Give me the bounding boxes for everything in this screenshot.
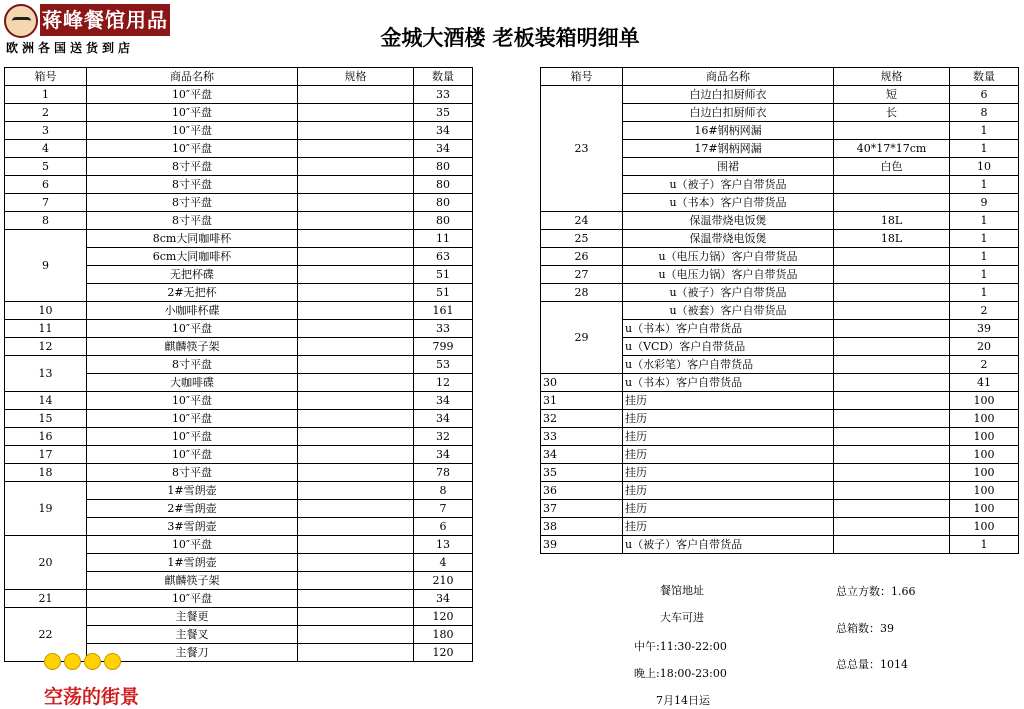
box-number-cell: 20	[5, 536, 87, 590]
table-row	[5, 320, 473, 338]
quantity-cell: 20	[950, 338, 1019, 356]
quantity-cell: 100	[950, 410, 1019, 428]
table-row	[541, 410, 1019, 428]
street-scene-stamp: 空荡的街景	[44, 686, 140, 708]
quantity-cell: 180	[414, 626, 473, 644]
table-row	[5, 392, 473, 410]
spec-cell	[298, 86, 414, 104]
quantity-cell: 100	[950, 446, 1019, 464]
quantity-cell: 63	[414, 248, 473, 266]
box-number-cell: 19	[5, 482, 87, 536]
table-row	[541, 230, 1019, 248]
product-name-cell: 8寸平盘	[87, 212, 298, 230]
quantity-cell: 100	[950, 428, 1019, 446]
table-row	[5, 482, 473, 500]
spec-cell	[298, 518, 414, 536]
quantity-cell: 120	[414, 608, 473, 626]
table-row	[541, 302, 1019, 320]
product-name-cell: 10″平盘	[87, 446, 298, 464]
product-name-cell: 8寸平盘	[87, 356, 298, 374]
quantity-cell: 35	[414, 104, 473, 122]
spec-cell	[298, 572, 414, 590]
spec-cell	[834, 266, 950, 284]
product-name-cell: 8寸平盘	[87, 158, 298, 176]
spec-cell	[298, 392, 414, 410]
spec-cell: 40*17*17cm	[834, 140, 950, 158]
table-row	[5, 338, 473, 356]
spec-cell	[298, 608, 414, 626]
product-name-cell: u（被子）客户自带货品	[623, 176, 834, 194]
total-quantity: 总总量：1014	[836, 658, 908, 671]
dot-icon	[64, 653, 81, 670]
spec-cell	[298, 194, 414, 212]
quantity-cell: 7	[414, 500, 473, 518]
spec-cell	[298, 338, 414, 356]
product-name-cell: 围裙	[623, 158, 834, 176]
product-name-cell: 10″平盘	[87, 536, 298, 554]
box-number-cell: 24	[541, 212, 623, 230]
box-number-cell: 12	[5, 338, 87, 356]
table-row	[5, 86, 473, 104]
spec-cell: 18L	[834, 230, 950, 248]
quantity-cell: 100	[950, 392, 1019, 410]
quantity-cell: 2	[950, 356, 1019, 374]
quantity-cell: 4	[414, 554, 473, 572]
box-number-cell: 21	[5, 590, 87, 608]
spec-cell	[298, 536, 414, 554]
spec-cell	[834, 122, 950, 140]
product-name-cell: 10″平盘	[87, 392, 298, 410]
header-qty: 数量	[414, 68, 473, 86]
box-number-cell: 17	[5, 446, 87, 464]
header-name: 商品名称	[623, 68, 834, 86]
product-name-cell: 挂历	[623, 446, 834, 464]
table-row	[541, 266, 1019, 284]
quantity-cell: 13	[414, 536, 473, 554]
spec-cell	[298, 176, 414, 194]
quantity-cell: 1	[950, 176, 1019, 194]
total-boxes: 总箱数：39	[836, 622, 894, 635]
quantity-cell: 80	[414, 158, 473, 176]
quantity-cell: 34	[414, 410, 473, 428]
right-packing-table	[540, 67, 1019, 554]
quantity-cell: 161	[414, 302, 473, 320]
spec-cell	[298, 104, 414, 122]
quantity-cell: 799	[414, 338, 473, 356]
ship-date: 7月14日运	[656, 694, 710, 707]
table-row	[5, 230, 473, 248]
product-name-cell: 挂历	[623, 464, 834, 482]
product-name-cell: 麒麟筷子架	[87, 572, 298, 590]
spec-cell	[834, 536, 950, 554]
box-number-cell: 28	[541, 284, 623, 302]
product-name-cell: 挂历	[623, 392, 834, 410]
product-name-cell: 主餐刀	[87, 644, 298, 662]
header-box: 箱号	[541, 68, 623, 86]
quantity-cell: 34	[414, 122, 473, 140]
box-number-cell: 18	[5, 464, 87, 482]
box-number-cell: 33	[541, 428, 623, 446]
table-row	[5, 428, 473, 446]
product-name-cell: 10″平盘	[87, 590, 298, 608]
spec-cell	[298, 284, 414, 302]
evening-hours: 晚上:18:00-23:00	[634, 667, 727, 680]
spec-cell	[298, 446, 414, 464]
quantity-cell: 6	[950, 86, 1019, 104]
quantity-cell: 100	[950, 482, 1019, 500]
product-name-cell: u（被子）客户自带货品	[623, 284, 834, 302]
quantity-cell: 6	[414, 518, 473, 536]
box-number-cell: 4	[5, 140, 87, 158]
table-row	[5, 464, 473, 482]
box-number-cell: 32	[541, 410, 623, 428]
quantity-cell: 11	[414, 230, 473, 248]
box-number-cell: 23	[541, 86, 623, 212]
product-name-cell: u（书本）客户自带货品	[623, 374, 834, 392]
spec-cell	[834, 194, 950, 212]
box-number-cell: 34	[541, 446, 623, 464]
spec-cell: 长	[834, 104, 950, 122]
quantity-cell: 80	[414, 194, 473, 212]
product-name-cell: u（VCD）客户自带货品	[623, 338, 834, 356]
quantity-cell: 80	[414, 176, 473, 194]
quantity-cell: 1	[950, 140, 1019, 158]
company-logo	[4, 4, 172, 55]
table-row	[5, 410, 473, 428]
spec-cell	[298, 356, 414, 374]
box-number-cell: 35	[541, 464, 623, 482]
box-number-cell: 37	[541, 500, 623, 518]
product-name-cell: 2#雪朗壶	[87, 500, 298, 518]
product-name-cell: 8cm大同咖啡杯	[87, 230, 298, 248]
product-name-cell: 1#雪朗壶	[87, 554, 298, 572]
product-name-cell: 主餐叉	[87, 626, 298, 644]
product-name-cell: 16#钢柄网漏	[623, 122, 834, 140]
quantity-cell: 33	[414, 320, 473, 338]
table-row	[541, 374, 1019, 392]
spec-cell	[298, 212, 414, 230]
box-number-cell: 14	[5, 392, 87, 410]
product-name-cell: 小咖啡杯碟	[87, 302, 298, 320]
box-number-cell: 22	[5, 608, 87, 662]
header-row	[5, 68, 473, 86]
box-number-cell: 9	[5, 230, 87, 302]
table-row	[541, 392, 1019, 410]
box-number-cell: 6	[5, 176, 87, 194]
product-name-cell: 主餐更	[87, 608, 298, 626]
header-name: 商品名称	[87, 68, 298, 86]
product-name-cell: 无把杯碟	[87, 266, 298, 284]
quantity-cell: 1	[950, 536, 1019, 554]
box-number-cell: 5	[5, 158, 87, 176]
spec-cell	[834, 302, 950, 320]
chef-face-icon	[4, 4, 38, 38]
quantity-cell: 2	[950, 302, 1019, 320]
product-name-cell: 8寸平盘	[87, 194, 298, 212]
product-name-cell: 挂历	[623, 428, 834, 446]
quantity-cell: 39	[950, 320, 1019, 338]
spec-cell	[298, 410, 414, 428]
noon-hours: 中午:11:30-22:00	[634, 640, 727, 653]
spec-cell	[298, 158, 414, 176]
product-name-cell: 10″平盘	[87, 122, 298, 140]
quantity-cell: 33	[414, 86, 473, 104]
spec-cell	[298, 374, 414, 392]
spec-cell	[834, 338, 950, 356]
table-row	[541, 482, 1019, 500]
spec-cell	[298, 626, 414, 644]
product-name-cell: 1#雪朗壶	[87, 482, 298, 500]
spec-cell	[834, 464, 950, 482]
box-number-cell: 29	[541, 302, 623, 374]
product-name-cell: u（水彩笔）客户自带货品	[623, 356, 834, 374]
box-number-cell: 8	[5, 212, 87, 230]
quantity-cell: 41	[950, 374, 1019, 392]
box-number-cell: 11	[5, 320, 87, 338]
yellow-dots-decoration	[44, 653, 124, 674]
quantity-cell: 9	[950, 194, 1019, 212]
box-number-cell: 31	[541, 392, 623, 410]
spec-cell: 白色	[834, 158, 950, 176]
box-number-cell: 1	[5, 86, 87, 104]
spec-cell	[834, 446, 950, 464]
quantity-cell: 8	[950, 104, 1019, 122]
quantity-cell: 34	[414, 590, 473, 608]
box-number-cell: 16	[5, 428, 87, 446]
table-row	[541, 212, 1019, 230]
table-row	[541, 284, 1019, 302]
product-name-cell: 10″平盘	[87, 86, 298, 104]
spec-cell	[834, 410, 950, 428]
table-row	[5, 590, 473, 608]
logo-name: 蒋峰餐馆用品	[40, 4, 170, 36]
table-row	[5, 446, 473, 464]
box-number-cell: 2	[5, 104, 87, 122]
spec-cell	[298, 590, 414, 608]
product-name-cell: 10″平盘	[87, 410, 298, 428]
spec-cell	[298, 464, 414, 482]
product-name-cell: 10″平盘	[87, 320, 298, 338]
quantity-cell: 51	[414, 284, 473, 302]
box-number-cell: 27	[541, 266, 623, 284]
quantity-cell: 34	[414, 446, 473, 464]
table-row	[541, 446, 1019, 464]
box-number-cell: 36	[541, 482, 623, 500]
product-name-cell: u（电压力锅）客户自带货品	[623, 248, 834, 266]
spec-cell: 短	[834, 86, 950, 104]
product-name-cell: 挂历	[623, 500, 834, 518]
table-row	[5, 122, 473, 140]
dot-icon	[84, 653, 101, 670]
box-number-cell: 30	[541, 374, 623, 392]
spec-cell	[834, 392, 950, 410]
product-name-cell: 挂历	[623, 410, 834, 428]
quantity-cell: 8	[414, 482, 473, 500]
spec-cell: 18L	[834, 212, 950, 230]
quantity-cell: 51	[414, 266, 473, 284]
quantity-cell: 1	[950, 122, 1019, 140]
table-row	[541, 536, 1019, 554]
spec-cell	[834, 176, 950, 194]
product-name-cell: u（书本）客户自带货品	[623, 194, 834, 212]
product-name-cell: u（被子）客户自带货品	[623, 536, 834, 554]
spec-cell	[834, 500, 950, 518]
spec-cell	[298, 302, 414, 320]
table-row	[541, 428, 1019, 446]
spec-cell	[298, 320, 414, 338]
document-title: 金城大酒楼 老板装箱明细单	[380, 26, 640, 50]
product-name-cell: 8寸平盘	[87, 176, 298, 194]
total-volume: 总立方数：1.66	[836, 585, 916, 598]
product-name-cell: 17#钢柄网漏	[623, 140, 834, 158]
product-name-cell: 麒麟筷子架	[87, 338, 298, 356]
table-row	[5, 536, 473, 554]
product-name-cell: u（电压力锅）客户自带货品	[623, 266, 834, 284]
spec-cell	[298, 266, 414, 284]
quantity-cell: 100	[950, 464, 1019, 482]
box-number-cell: 38	[541, 518, 623, 536]
table-row	[541, 464, 1019, 482]
header-spec: 规格	[298, 68, 414, 86]
box-number-cell: 13	[5, 356, 87, 392]
box-number-cell: 39	[541, 536, 623, 554]
product-name-cell: 保温带烧电饭煲	[623, 212, 834, 230]
box-number-cell: 7	[5, 194, 87, 212]
product-name-cell: 挂历	[623, 482, 834, 500]
truck-access: 大车可进	[660, 611, 704, 624]
spec-cell	[298, 644, 414, 662]
product-name-cell: 大咖啡碟	[87, 374, 298, 392]
quantity-cell: 53	[414, 356, 473, 374]
table-row	[5, 104, 473, 122]
product-name-cell: 10″平盘	[87, 428, 298, 446]
quantity-cell: 1	[950, 248, 1019, 266]
spec-cell	[834, 320, 950, 338]
box-number-cell: 15	[5, 410, 87, 428]
product-name-cell: 保温带烧电饭煲	[623, 230, 834, 248]
spec-cell	[298, 140, 414, 158]
spec-cell	[298, 230, 414, 248]
box-number-cell: 10	[5, 302, 87, 320]
quantity-cell: 12	[414, 374, 473, 392]
quantity-cell: 1	[950, 212, 1019, 230]
product-name-cell: u（被套）客户自带货品	[623, 302, 834, 320]
logo-subtitle: 欧洲各国送货到店	[6, 41, 135, 55]
quantity-cell: 100	[950, 518, 1019, 536]
header-box: 箱号	[5, 68, 87, 86]
table-row	[5, 140, 473, 158]
product-name-cell: 10″平盘	[87, 104, 298, 122]
spec-cell	[834, 356, 950, 374]
quantity-cell: 10	[950, 158, 1019, 176]
spec-cell	[298, 122, 414, 140]
header-qty: 数量	[950, 68, 1019, 86]
product-name-cell: 6cm大同咖啡杯	[87, 248, 298, 266]
spec-cell	[834, 248, 950, 266]
spec-cell	[834, 518, 950, 536]
box-number-cell: 3	[5, 122, 87, 140]
product-name-cell: u（书本）客户自带货品	[623, 320, 834, 338]
table-row	[541, 518, 1019, 536]
table-row	[541, 86, 1019, 104]
table-row	[5, 176, 473, 194]
address-label: 餐馆地址	[660, 584, 704, 597]
quantity-cell: 100	[950, 500, 1019, 518]
dot-icon	[44, 653, 61, 670]
product-name-cell: 8寸平盘	[87, 464, 298, 482]
spec-cell	[834, 482, 950, 500]
quantity-cell: 1	[950, 266, 1019, 284]
spec-cell	[298, 554, 414, 572]
table-row	[5, 356, 473, 374]
spec-cell	[298, 482, 414, 500]
product-name-cell: 3#雪朗壶	[87, 518, 298, 536]
table-row	[541, 500, 1019, 518]
header-row	[541, 68, 1019, 86]
product-name-cell: 挂历	[623, 518, 834, 536]
product-name-cell: 2#无把杯	[87, 284, 298, 302]
table-row	[5, 212, 473, 230]
table-row	[5, 158, 473, 176]
dot-icon	[104, 653, 121, 670]
spec-cell	[298, 500, 414, 518]
quantity-cell: 120	[414, 644, 473, 662]
table-row	[541, 248, 1019, 266]
quantity-cell: 1	[950, 230, 1019, 248]
box-number-cell: 26	[541, 248, 623, 266]
spec-cell	[298, 248, 414, 266]
quantity-cell: 80	[414, 212, 473, 230]
spec-cell	[834, 374, 950, 392]
quantity-cell: 32	[414, 428, 473, 446]
spec-cell	[298, 428, 414, 446]
box-number-cell: 25	[541, 230, 623, 248]
product-name-cell: 白边白扣厨师衣	[623, 104, 834, 122]
product-name-cell: 白边白扣厨师衣	[623, 86, 834, 104]
table-row	[5, 608, 473, 626]
quantity-cell: 1	[950, 284, 1019, 302]
left-packing-table	[4, 67, 473, 662]
header-spec: 规格	[834, 68, 950, 86]
quantity-cell: 210	[414, 572, 473, 590]
table-row	[5, 194, 473, 212]
table-row	[5, 302, 473, 320]
quantity-cell: 78	[414, 464, 473, 482]
quantity-cell: 34	[414, 140, 473, 158]
quantity-cell: 34	[414, 392, 473, 410]
spec-cell	[834, 284, 950, 302]
product-name-cell: 10″平盘	[87, 140, 298, 158]
spec-cell	[834, 428, 950, 446]
